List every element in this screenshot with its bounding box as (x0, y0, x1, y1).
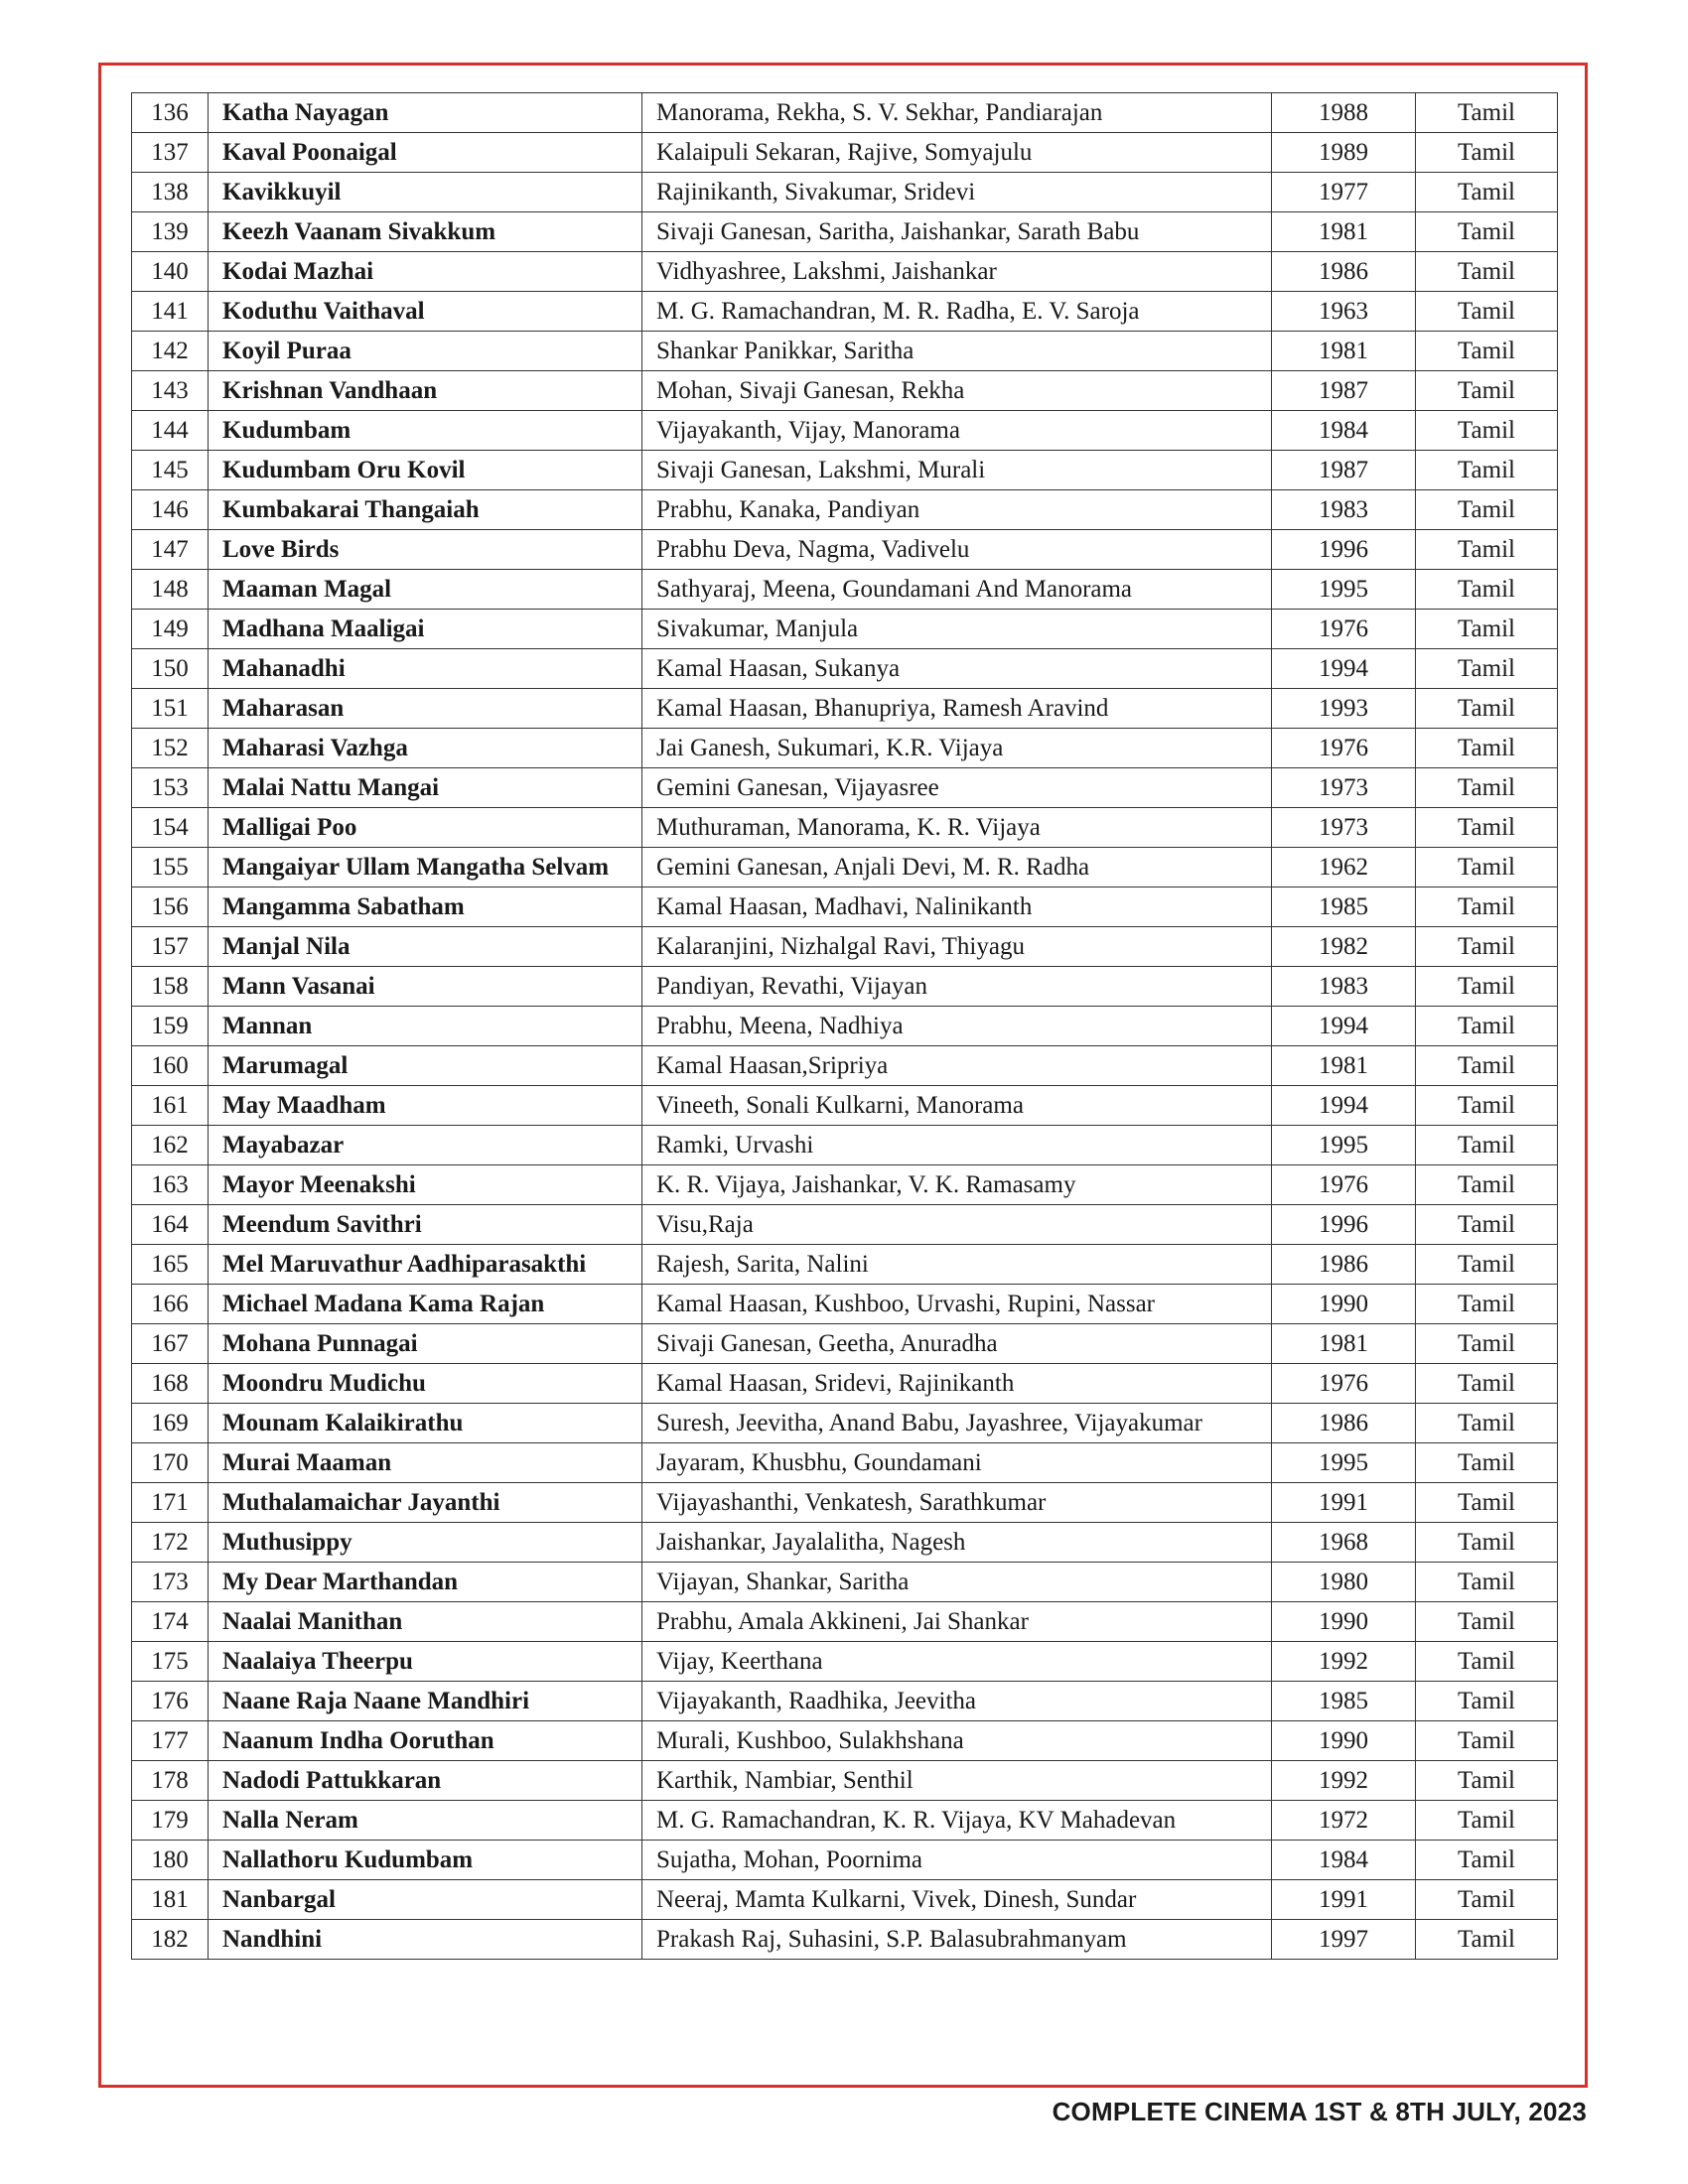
film-year: 1982 (1272, 927, 1416, 967)
table-row (132, 1205, 1558, 1245)
film-cast: Shankar Panikkar, Saritha (642, 332, 1272, 371)
film-title: Mounam Kalaikirathu (209, 1404, 642, 1443)
table-row (132, 1046, 1558, 1086)
film-number: 165 (132, 1245, 209, 1285)
table-row (132, 967, 1558, 1007)
film-year: 1985 (1272, 887, 1416, 927)
film-year: 1986 (1272, 252, 1416, 292)
film-title: Mayor Meenakshi (209, 1165, 642, 1205)
film-title: Moondru Mudichu (209, 1364, 642, 1404)
film-cast: Jai Ganesh, Sukumari, K.R. Vijaya (642, 729, 1272, 768)
film-year: 1972 (1272, 1801, 1416, 1841)
table-row (132, 173, 1558, 212)
film-cast: Prabhu, Amala Akkineni, Jai Shankar (642, 1602, 1272, 1642)
film-language: Tamil (1416, 570, 1558, 610)
table-row (132, 1007, 1558, 1046)
film-language: Tamil (1416, 1046, 1558, 1086)
film-year: 1995 (1272, 1126, 1416, 1165)
film-language: Tamil (1416, 530, 1558, 570)
film-cast: Prabhu, Kanaka, Pandiyan (642, 490, 1272, 530)
table-row (132, 1483, 1558, 1523)
film-number: 180 (132, 1841, 209, 1880)
film-cast: Rajinikanth, Sivakumar, Sridevi (642, 173, 1272, 212)
film-title: Mangaiyar Ullam Mangatha Selvam (209, 848, 642, 887)
film-number: 167 (132, 1324, 209, 1364)
film-number: 169 (132, 1404, 209, 1443)
film-number: 154 (132, 808, 209, 848)
film-cast: Sivaji Ganesan, Geetha, Anuradha (642, 1324, 1272, 1364)
film-year: 1995 (1272, 1443, 1416, 1483)
film-cast: Rajesh, Sarita, Nalini (642, 1245, 1272, 1285)
film-title: Muthalamaichar Jayanthi (209, 1483, 642, 1523)
film-number: 157 (132, 927, 209, 967)
film-year: 1984 (1272, 1841, 1416, 1880)
film-year: 1976 (1272, 729, 1416, 768)
table-row (132, 530, 1558, 570)
table-row (132, 93, 1558, 133)
table-row (132, 1880, 1558, 1920)
film-cast: Vineeth, Sonali Kulkarni, Manorama (642, 1086, 1272, 1126)
film-language: Tamil (1416, 1523, 1558, 1563)
film-title: Mohana Punnagai (209, 1324, 642, 1364)
film-year: 1991 (1272, 1880, 1416, 1920)
film-year: 1963 (1272, 292, 1416, 332)
film-number: 170 (132, 1443, 209, 1483)
film-title: Kudumbam (209, 411, 642, 451)
film-title: Kudumbam Oru Kovil (209, 451, 642, 490)
film-year: 1989 (1272, 133, 1416, 173)
film-cast: Vijayan, Shankar, Saritha (642, 1563, 1272, 1602)
film-cast: Prabhu Deva, Nagma, Vadivelu (642, 530, 1272, 570)
table-row (132, 371, 1558, 411)
table-row (132, 610, 1558, 649)
film-language: Tamil (1416, 490, 1558, 530)
film-number: 177 (132, 1721, 209, 1761)
film-year: 1968 (1272, 1523, 1416, 1563)
film-cast: M. G. Ramachandran, K. R. Vijaya, KV Mahadevan (642, 1801, 1272, 1841)
film-title: Katha Nayagan (209, 93, 642, 133)
film-title: Koyil Puraa (209, 332, 642, 371)
film-cast: M. G. Ramachandran, M. R. Radha, E. V. Saroja (642, 292, 1272, 332)
film-year: 1976 (1272, 1165, 1416, 1205)
film-language: Tamil (1416, 212, 1558, 252)
film-number: 168 (132, 1364, 209, 1404)
table-row (132, 1443, 1558, 1483)
film-title: Nanbargal (209, 1880, 642, 1920)
film-language: Tamil (1416, 1404, 1558, 1443)
film-number: 136 (132, 93, 209, 133)
film-year: 1993 (1272, 689, 1416, 729)
film-year: 1996 (1272, 1205, 1416, 1245)
film-language: Tamil (1416, 610, 1558, 649)
film-cast: Kamal Haasan, Sridevi, Rajinikanth (642, 1364, 1272, 1404)
film-year: 1987 (1272, 451, 1416, 490)
film-language: Tamil (1416, 1721, 1558, 1761)
film-cast: Pandiyan, Revathi, Vijayan (642, 967, 1272, 1007)
table-row (132, 1324, 1558, 1364)
film-cast: K. R. Vijaya, Jaishankar, V. K. Ramasamy (642, 1165, 1272, 1205)
film-language: Tamil (1416, 689, 1558, 729)
film-cast: Karthik, Nambiar, Senthil (642, 1761, 1272, 1801)
film-year: 1990 (1272, 1602, 1416, 1642)
table-row (132, 1563, 1558, 1602)
film-table (131, 92, 1558, 1960)
film-number: 181 (132, 1880, 209, 1920)
table-row (132, 292, 1558, 332)
film-cast: Visu,Raja (642, 1205, 1272, 1245)
film-language: Tamil (1416, 133, 1558, 173)
film-number: 147 (132, 530, 209, 570)
film-cast: Sivakumar, Manjula (642, 610, 1272, 649)
film-title: Naalai Manithan (209, 1602, 642, 1642)
film-title: Nandhini (209, 1920, 642, 1960)
film-number: 179 (132, 1801, 209, 1841)
film-number: 144 (132, 411, 209, 451)
table-row (132, 927, 1558, 967)
film-number: 176 (132, 1682, 209, 1721)
footer-publication: COMPLETE CINEMA 1ST & 8TH JULY, 2023 (1052, 2097, 1587, 2126)
film-title: Malligai Poo (209, 808, 642, 848)
film-title: Nallathoru Kudumbam (209, 1841, 642, 1880)
film-title: Madhana Maaligai (209, 610, 642, 649)
film-year: 1994 (1272, 1086, 1416, 1126)
film-title: Marumagal (209, 1046, 642, 1086)
film-language: Tamil (1416, 1205, 1558, 1245)
table-row (132, 1801, 1558, 1841)
table-row (132, 848, 1558, 887)
film-title: Mahanadhi (209, 649, 642, 689)
table-row (132, 1761, 1558, 1801)
film-cast: Sujatha, Mohan, Poornima (642, 1841, 1272, 1880)
film-year: 1987 (1272, 371, 1416, 411)
film-year: 1991 (1272, 1483, 1416, 1523)
film-title: Mel Maruvathur Aadhiparasakthi (209, 1245, 642, 1285)
film-language: Tamil (1416, 927, 1558, 967)
film-year: 1985 (1272, 1682, 1416, 1721)
film-number: 174 (132, 1602, 209, 1642)
film-year: 1981 (1272, 1046, 1416, 1086)
film-language: Tamil (1416, 1761, 1558, 1801)
table-row (132, 1126, 1558, 1165)
film-title: Keezh Vaanam Sivakkum (209, 212, 642, 252)
film-cast: Murali, Kushboo, Sulakhshana (642, 1721, 1272, 1761)
film-title: Mayabazar (209, 1126, 642, 1165)
film-year: 1992 (1272, 1761, 1416, 1801)
film-language: Tamil (1416, 1920, 1558, 1960)
film-cast: Kalaipuli Sekaran, Rajive, Somyajulu (642, 133, 1272, 173)
film-year: 1992 (1272, 1642, 1416, 1682)
film-cast: Jayaram, Khusbhu, Goundamani (642, 1443, 1272, 1483)
film-number: 141 (132, 292, 209, 332)
film-language: Tamil (1416, 1682, 1558, 1721)
table-row (132, 411, 1558, 451)
film-number: 172 (132, 1523, 209, 1563)
table-row (132, 1642, 1558, 1682)
film-title: Kavikkuyil (209, 173, 642, 212)
film-language: Tamil (1416, 173, 1558, 212)
film-number: 173 (132, 1563, 209, 1602)
film-year: 1962 (1272, 848, 1416, 887)
film-year: 1973 (1272, 808, 1416, 848)
table-row (132, 451, 1558, 490)
film-language: Tamil (1416, 1642, 1558, 1682)
film-cast: Jaishankar, Jayalalitha, Nagesh (642, 1523, 1272, 1563)
film-cast: Kamal Haasan, Sukanya (642, 649, 1272, 689)
film-cast: Kamal Haasan, Bhanupriya, Ramesh Aravind (642, 689, 1272, 729)
film-year: 1981 (1272, 212, 1416, 252)
film-title: Love Birds (209, 530, 642, 570)
film-cast: Kalaranjini, Nizhalgal Ravi, Thiyagu (642, 927, 1272, 967)
film-number: 148 (132, 570, 209, 610)
film-language: Tamil (1416, 768, 1558, 808)
table-row (132, 768, 1558, 808)
film-title: Naalaiya Theerpu (209, 1642, 642, 1682)
film-number: 139 (132, 212, 209, 252)
film-table-body (132, 93, 1558, 1960)
film-cast: Vidhyashree, Lakshmi, Jaishankar (642, 252, 1272, 292)
film-cast: Manorama, Rekha, S. V. Sekhar, Pandiarajan (642, 93, 1272, 133)
table-row (132, 133, 1558, 173)
film-year: 1994 (1272, 1007, 1416, 1046)
table-row (132, 570, 1558, 610)
film-cast: Vijayakanth, Vijay, Manorama (642, 411, 1272, 451)
film-language: Tamil (1416, 1285, 1558, 1324)
film-title: Murai Maaman (209, 1443, 642, 1483)
film-language: Tamil (1416, 451, 1558, 490)
table-row (132, 649, 1558, 689)
film-year: 1981 (1272, 1324, 1416, 1364)
film-language: Tamil (1416, 967, 1558, 1007)
film-title: Muthusippy (209, 1523, 642, 1563)
table-row (132, 1285, 1558, 1324)
film-year: 1980 (1272, 1563, 1416, 1602)
film-cast: Kamal Haasan,Sripriya (642, 1046, 1272, 1086)
film-year: 1996 (1272, 530, 1416, 570)
film-number: 162 (132, 1126, 209, 1165)
film-language: Tamil (1416, 1443, 1558, 1483)
film-number: 175 (132, 1642, 209, 1682)
table-row (132, 729, 1558, 768)
film-number: 156 (132, 887, 209, 927)
film-year: 1981 (1272, 332, 1416, 371)
table-row (132, 808, 1558, 848)
film-language: Tamil (1416, 1483, 1558, 1523)
film-number: 142 (132, 332, 209, 371)
film-title: Krishnan Vandhaan (209, 371, 642, 411)
film-cast: Sathyaraj, Meena, Goundamani And Manorama (642, 570, 1272, 610)
film-year: 1983 (1272, 967, 1416, 1007)
film-language: Tamil (1416, 93, 1558, 133)
film-language: Tamil (1416, 1245, 1558, 1285)
film-title: Michael Madana Kama Rajan (209, 1285, 642, 1324)
table-row (132, 887, 1558, 927)
film-language: Tamil (1416, 1086, 1558, 1126)
film-year: 1995 (1272, 570, 1416, 610)
film-language: Tamil (1416, 252, 1558, 292)
film-language: Tamil (1416, 1602, 1558, 1642)
film-title: Manjal Nila (209, 927, 642, 967)
table-row (132, 1364, 1558, 1404)
film-language: Tamil (1416, 729, 1558, 768)
film-cast: Sivaji Ganesan, Saritha, Jaishankar, Sarath Babu (642, 212, 1272, 252)
film-title: Naane Raja Naane Mandhiri (209, 1682, 642, 1721)
table-row (132, 1721, 1558, 1761)
film-number: 171 (132, 1483, 209, 1523)
table-row (132, 332, 1558, 371)
film-year: 1990 (1272, 1721, 1416, 1761)
table-row (132, 212, 1558, 252)
film-number: 143 (132, 371, 209, 411)
film-title: Kumbakarai Thangaiah (209, 490, 642, 530)
table-row (132, 1086, 1558, 1126)
film-year: 1976 (1272, 610, 1416, 649)
film-title: My Dear Marthandan (209, 1563, 642, 1602)
film-year: 1984 (1272, 411, 1416, 451)
film-year: 1988 (1272, 93, 1416, 133)
film-language: Tamil (1416, 848, 1558, 887)
table-row (132, 252, 1558, 292)
film-year: 1994 (1272, 649, 1416, 689)
table-row (132, 1404, 1558, 1443)
film-language: Tamil (1416, 1563, 1558, 1602)
film-title: Kaval Poonaigal (209, 133, 642, 173)
film-language: Tamil (1416, 649, 1558, 689)
film-number: 178 (132, 1761, 209, 1801)
film-title: Mann Vasanai (209, 967, 642, 1007)
film-cast: Kamal Haasan, Madhavi, Nalinikanth (642, 887, 1272, 927)
film-year: 1983 (1272, 490, 1416, 530)
film-number: 149 (132, 610, 209, 649)
film-year: 1977 (1272, 173, 1416, 212)
film-cast: Vijay, Keerthana (642, 1642, 1272, 1682)
film-title: Malai Nattu Mangai (209, 768, 642, 808)
film-cast: Gemini Ganesan, Anjali Devi, M. R. Radha (642, 848, 1272, 887)
table-row (132, 689, 1558, 729)
film-language: Tamil (1416, 1324, 1558, 1364)
film-cast: Suresh, Jeevitha, Anand Babu, Jayashree, Vijayakumar (642, 1404, 1272, 1443)
film-cast: Ramki, Urvashi (642, 1126, 1272, 1165)
film-number: 158 (132, 967, 209, 1007)
film-number: 150 (132, 649, 209, 689)
film-number: 182 (132, 1920, 209, 1960)
film-language: Tamil (1416, 808, 1558, 848)
table-row (132, 1841, 1558, 1880)
film-number: 164 (132, 1205, 209, 1245)
film-number: 140 (132, 252, 209, 292)
film-number: 159 (132, 1007, 209, 1046)
film-title: Maharasi Vazhga (209, 729, 642, 768)
film-title: Maharasan (209, 689, 642, 729)
film-title: Nalla Neram (209, 1801, 642, 1841)
film-language: Tamil (1416, 1165, 1558, 1205)
film-language: Tamil (1416, 1126, 1558, 1165)
film-cast: Sivaji Ganesan, Lakshmi, Murali (642, 451, 1272, 490)
table-row (132, 1245, 1558, 1285)
table-row (132, 1523, 1558, 1563)
film-number: 152 (132, 729, 209, 768)
film-year: 1973 (1272, 768, 1416, 808)
film-language: Tamil (1416, 332, 1558, 371)
film-cast: Gemini Ganesan, Vijayasree (642, 768, 1272, 808)
film-title: Maaman Magal (209, 570, 642, 610)
film-cast: Prabhu, Meena, Nadhiya (642, 1007, 1272, 1046)
film-number: 151 (132, 689, 209, 729)
film-title: Mannan (209, 1007, 642, 1046)
film-year: 1986 (1272, 1404, 1416, 1443)
film-title: May Maadham (209, 1086, 642, 1126)
film-number: 161 (132, 1086, 209, 1126)
film-cast: Muthuraman, Manorama, K. R. Vijaya (642, 808, 1272, 848)
film-language: Tamil (1416, 1007, 1558, 1046)
table-row (132, 1165, 1558, 1205)
film-title: Nadodi Pattukkaran (209, 1761, 642, 1801)
film-language: Tamil (1416, 1841, 1558, 1880)
film-number: 145 (132, 451, 209, 490)
film-cast: Vijayashanthi, Venkatesh, Sarathkumar (642, 1483, 1272, 1523)
film-language: Tamil (1416, 371, 1558, 411)
film-year: 1997 (1272, 1920, 1416, 1960)
table-row (132, 1920, 1558, 1960)
film-year: 1986 (1272, 1245, 1416, 1285)
film-title: Mangamma Sabatham (209, 887, 642, 927)
film-title: Meendum Savithri (209, 1205, 642, 1245)
film-number: 146 (132, 490, 209, 530)
film-language: Tamil (1416, 292, 1558, 332)
film-number: 160 (132, 1046, 209, 1086)
film-title: Naanum Indha Ooruthan (209, 1721, 642, 1761)
film-cast: Prakash Raj, Suhasini, S.P. Balasubrahmanyam (642, 1920, 1272, 1960)
film-year: 1976 (1272, 1364, 1416, 1404)
film-language: Tamil (1416, 1880, 1558, 1920)
film-cast: Kamal Haasan, Kushboo, Urvashi, Rupini, Nassar (642, 1285, 1272, 1324)
film-title: Koduthu Vaithaval (209, 292, 642, 332)
film-cast: Mohan, Sivaji Ganesan, Rekha (642, 371, 1272, 411)
film-year: 1990 (1272, 1285, 1416, 1324)
film-cast: Vijayakanth, Raadhika, Jeevitha (642, 1682, 1272, 1721)
film-number: 163 (132, 1165, 209, 1205)
table-row (132, 1682, 1558, 1721)
film-language: Tamil (1416, 1801, 1558, 1841)
film-language: Tamil (1416, 1364, 1558, 1404)
film-title: Kodai Mazhai (209, 252, 642, 292)
table-row (132, 490, 1558, 530)
film-number: 166 (132, 1285, 209, 1324)
film-number: 155 (132, 848, 209, 887)
film-language: Tamil (1416, 411, 1558, 451)
film-cast: Neeraj, Mamta Kulkarni, Vivek, Dinesh, Sundar (642, 1880, 1272, 1920)
film-number: 137 (132, 133, 209, 173)
film-number: 138 (132, 173, 209, 212)
table-row (132, 1602, 1558, 1642)
film-number: 153 (132, 768, 209, 808)
film-language: Tamil (1416, 887, 1558, 927)
